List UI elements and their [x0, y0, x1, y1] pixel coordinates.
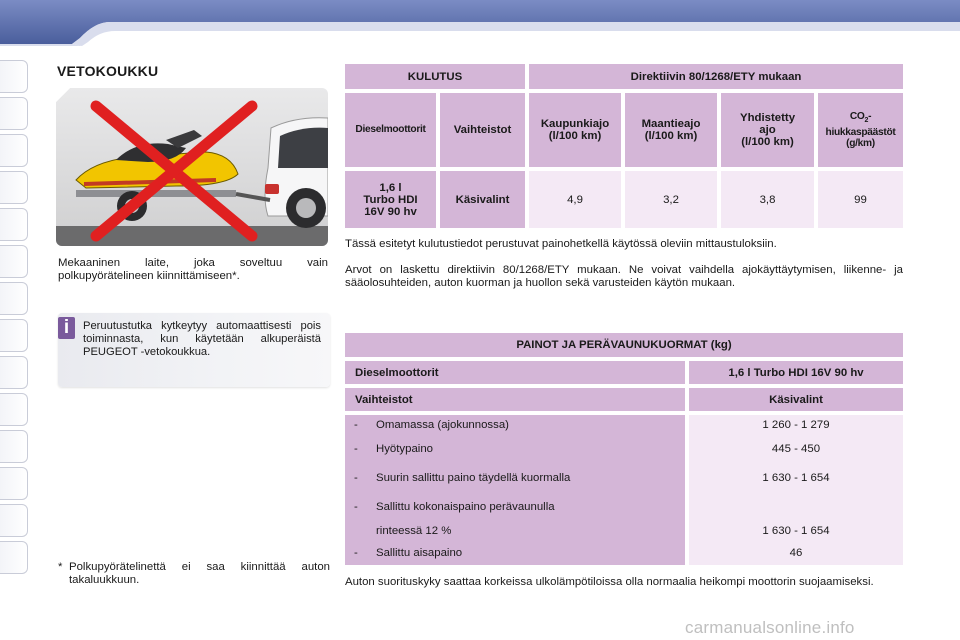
intro-text: Mekaaninen laite, joka soveltuu vain polkupyörätelineen kiinnittämiseen*.: [58, 257, 328, 282]
col-header-city: [529, 93, 621, 167]
weights-row-label-cont: rinteessä 12 %: [376, 525, 452, 537]
col-header-gearbox: Vaihteistot: [440, 93, 525, 167]
edge-tab: [0, 467, 28, 500]
weights-row-value: 1 630 - 1 654: [762, 525, 830, 537]
weights-row-label: Omamassa (ajokunnossa): [376, 419, 509, 431]
edge-tab: [0, 504, 28, 537]
co2-symbol: CO: [849, 111, 865, 123]
edge-tab: [0, 97, 28, 130]
weights-value-column: [689, 415, 903, 565]
weights-row-label: Sallittu aisapaino: [376, 547, 463, 559]
co2-subscript: 2: [864, 117, 869, 125]
weights-row-value: 445 - 450: [771, 443, 821, 455]
weights-label-column: [345, 415, 685, 565]
edge-tab: [0, 393, 28, 426]
col-header-city-line2: (l/100 km): [548, 130, 602, 142]
weights-row-label: Sallittu kokonaispaino perävaunulla: [376, 501, 555, 513]
col-header-combined: [721, 93, 814, 167]
col-header-road-line1: Maantieajo: [641, 118, 701, 130]
edge-tab: [0, 541, 28, 574]
footnote-mark: *: [58, 561, 63, 573]
row-engine-line2: Turbo HDI: [363, 193, 418, 206]
footnote-text: Polkupyörätelinettä ei saa kiinnittää auton takaluukkuun.: [69, 561, 330, 586]
edge-tab: [0, 319, 28, 352]
col-header-combined-line1: Yhdistetty: [739, 112, 796, 124]
weights-row-dash: -: [354, 443, 358, 455]
edge-tab: [0, 430, 28, 463]
weights-row-dash: -: [354, 472, 358, 484]
weights-row-label: Hyötypaino: [376, 443, 433, 455]
consumption-note-2: Arvot on laskettu direktiivin 80/1268/ETY mukaan. Ne voivat vaihdella ajokäyttäytymisen, liikenne- ja sääolosuhteiden, auton kuorman ja huollon sekä varusteiden käytön mukaan.: [345, 264, 903, 289]
col-header-co2-line2: hiukkaspäästöt: [825, 126, 896, 138]
page-title: VETOKOUKKU: [57, 63, 159, 79]
row-co2-value: 99: [818, 171, 903, 228]
footnote: [58, 561, 330, 587]
weights-row-value: 1 260 - 1 279: [762, 419, 830, 431]
col-header-combined-line3: (l/100 km): [741, 136, 794, 148]
row-combined-value: 3,8: [721, 171, 814, 228]
edge-tab: [0, 134, 28, 167]
edge-tab: [0, 356, 28, 389]
consumption-note-1: Tässä esitetyt kulutustiedot perustuvat painohetkellä käytössä oleviin mittaustuloksiin.: [345, 238, 777, 250]
col-header-road: [625, 93, 717, 167]
weights-engine-value: 1,6 l Turbo HDI 16V 90 hv: [689, 361, 903, 384]
co2-hyphen: -: [868, 111, 872, 123]
edge-tab: [0, 282, 28, 315]
row-engine: [345, 171, 436, 228]
info-icon: i: [58, 317, 75, 339]
row-engine-line3: 16V 90 hv: [364, 205, 417, 218]
weights-row-value: 46: [789, 547, 803, 559]
col-header-co2-line1: [850, 111, 871, 126]
page-edge-tabs: [0, 60, 34, 580]
weights-title: PAINOT JA PERÄVAUNUKUORMAT (kg): [345, 333, 903, 357]
col-header-co2: [818, 93, 903, 167]
consumption-directive: Direktiivin 80/1268/ETY mukaan: [529, 64, 903, 89]
weights-row-value: 1 630 - 1 654: [762, 472, 830, 484]
edge-tab: [0, 245, 28, 278]
weights-row-dash: -: [354, 547, 358, 559]
row-road-value: 3,2: [625, 171, 717, 228]
col-header-city-line1: Kaupunkiajo: [540, 118, 610, 130]
weights-row-dash: -: [354, 419, 358, 431]
weights-row-dash: -: [354, 501, 358, 513]
weights-row-label: Suurin sallittu paino täydellä kuormalla: [376, 472, 571, 484]
row-city-value: 4,9: [529, 171, 621, 228]
header-band: [0, 0, 960, 48]
weights-engine-label: Dieselmoottorit: [345, 361, 685, 384]
weights-footer-note: Auton suorituskyky saattaa korkeissa ulkolämpötiloissa olla normaalia heikompi moottorin suojaamiseksi.: [345, 576, 874, 588]
col-header-engine: Dieselmoottorit: [345, 93, 436, 167]
weights-gearbox-label: Vaihteistot: [345, 388, 685, 411]
edge-tab: [0, 171, 28, 204]
edge-tab: [0, 208, 28, 241]
consumption-title: KULUTUS: [345, 64, 525, 89]
row-engine-line1: 1,6 l: [379, 181, 402, 194]
towing-illustration: [56, 88, 328, 246]
weights-gearbox-value: Käsivalint: [689, 388, 903, 411]
col-header-combined-line2: ajo: [759, 124, 776, 136]
watermark: carmanualsonline.info: [685, 618, 855, 637]
edge-tab: [0, 60, 28, 93]
col-header-co2-line3: (g/km): [846, 137, 875, 149]
row-gearbox: Käsivalint: [440, 171, 525, 228]
col-header-road-line2: (l/100 km): [644, 130, 698, 142]
info-text: Peruutustutka kytkeytyy automaattisesti pois toiminnasta, kun käytetään alkuperäistä PEUGEOT -vetokoukkua.: [83, 320, 321, 358]
